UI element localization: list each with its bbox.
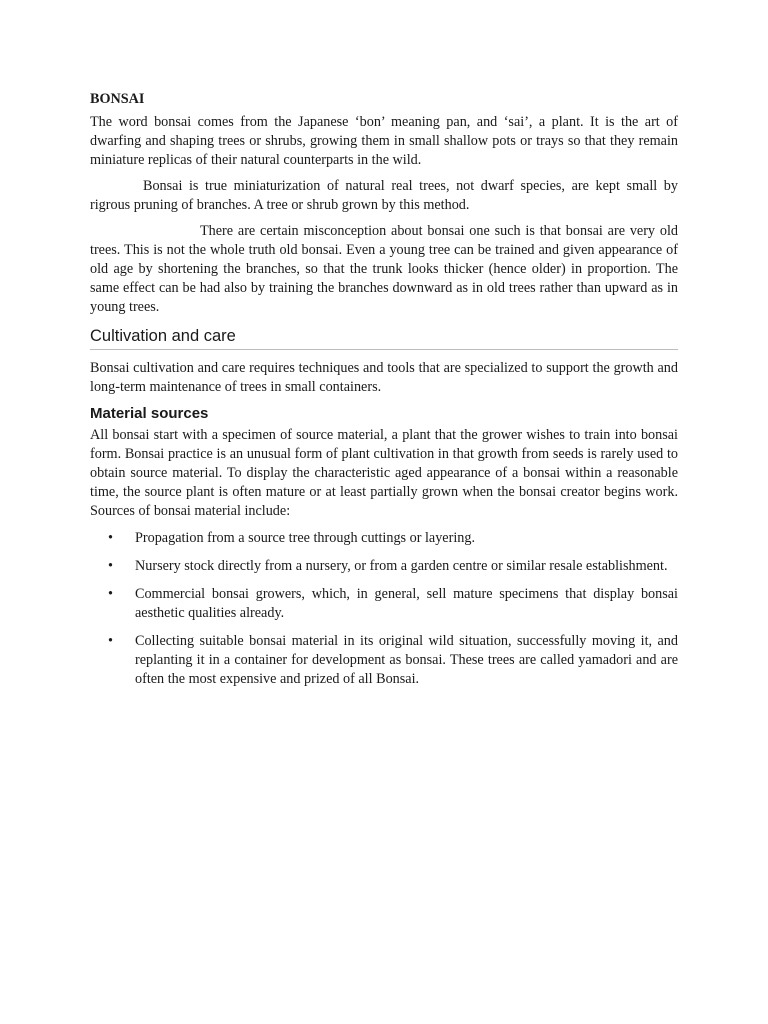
bullet-icon: •: [108, 633, 113, 649]
material-sources-paragraph: All bonsai start with a specimen of source material, a plant that the grower wishes to train into bonsai form. Bonsai practice is an unusual form of plant cultivation in that growth from seeds is rarely used to obtain source material. To display the characteristic aged appearance of a bonsai within a reasonable time, the source plant is often mature or at least partially grown when the bonsai creator begins work. Sources of bonsai material include:: [90, 427, 678, 519]
list-item: [108, 585, 678, 623]
miniaturization-paragraph: Bonsai is true miniaturization of natural real trees, not dwarf species, are kept small by rigrous pruning of branches. A tree or shrub grown by this method.: [90, 178, 678, 213]
cultivation-paragraph: Bonsai cultivation and care requires techniques and tools that are specialized to support the growth and long-term maintenance of trees in small containers.: [90, 360, 678, 395]
list-item: [108, 529, 678, 548]
list-item: [108, 557, 678, 576]
list-item-text: Collecting suitable bonsai material in its original wild situation, successfully moving it, and replanting it in a container for development as bonsai. These trees are called yamadori and are often the most expensive and prized of all Bonsai.: [135, 633, 678, 687]
document-page: [90, 90, 678, 698]
list-item: [108, 632, 678, 689]
bullet-icon: •: [108, 558, 113, 574]
cultivation-heading: Cultivation and care: [90, 326, 678, 350]
list-item-text: Commercial bonsai growers, which, in general, sell mature specimens that display bonsai aesthetic qualities already.: [135, 586, 678, 621]
material-sources-list: [90, 529, 678, 689]
bullet-icon: •: [108, 586, 113, 602]
list-item-text: Nursery stock directly from a nursery, or from a garden centre or similar resale establishment.: [135, 558, 668, 574]
intro-paragraph: The word bonsai comes from the Japanese ‘bon’ meaning pan, and ‘sai’, a plant. It is the art of dwarfing and shaping trees or shrubs, growing them in small shallow pots or trays so that they remain miniature replicas of their natural counterparts in the wild.: [90, 114, 678, 168]
material-sources-heading: Material sources: [90, 405, 209, 422]
list-item-text: Propagation from a source tree through cuttings or layering.: [135, 530, 476, 546]
bullet-icon: •: [108, 530, 113, 546]
document-title: BONSAI: [90, 91, 145, 107]
misconception-paragraph: There are certain misconception about bonsai one such is that bonsai are very old trees. This is not the whole truth old bonsai. Even a young tree can be trained and given appearance of old age by shortening the branches, so that the trunk looks thicker (hence older) in proportion. The same effect can be had also by training the branches downward as in old trees rather than upward as in young trees.: [90, 223, 678, 315]
